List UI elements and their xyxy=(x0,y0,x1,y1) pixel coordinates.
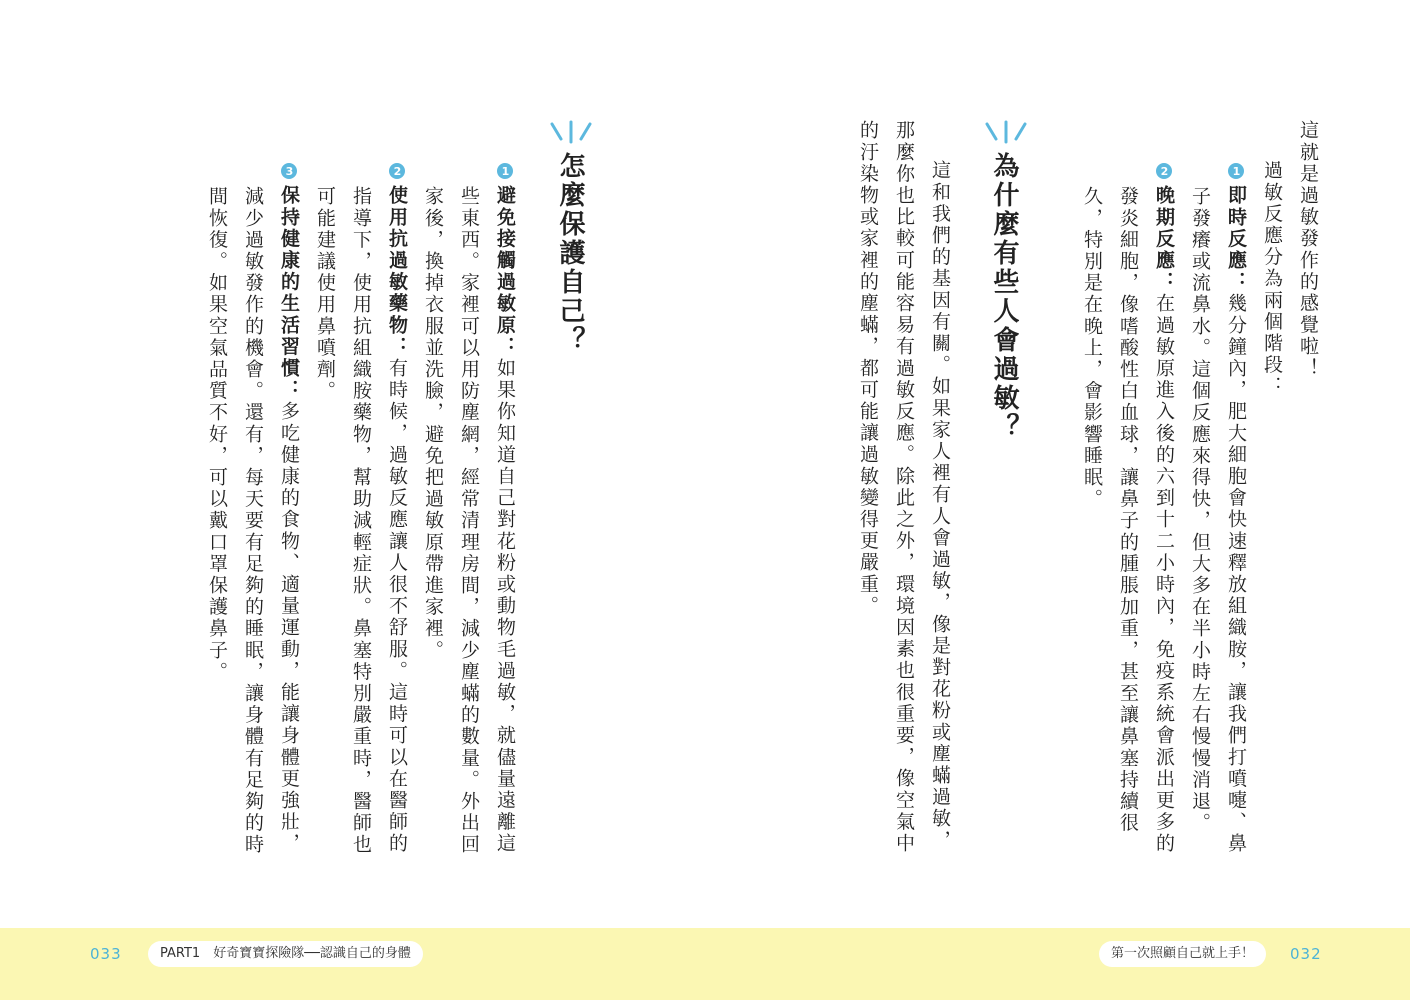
number-badge-3: 3 xyxy=(283,164,296,178)
section-heading-why-allergy: 為什麼有些人會過敏？ xyxy=(989,152,1019,442)
stage2-text-1: 在過敏原進入後的六到十二小時內，免疫系統會派出更多的 xyxy=(1153,293,1175,855)
tip2-line-2: 指導下，使用抗組織胺藥物，幫助減輕症狀。鼻塞特別嚴重時，醫師也 xyxy=(350,186,372,856)
number-badge-2: 2 xyxy=(391,164,404,178)
tip1-line-1 xyxy=(495,163,514,855)
tip2-line-1 xyxy=(387,163,406,855)
tip2-line-3: 可能建議使用鼻噴劑。 xyxy=(314,186,336,402)
section-heading-protect: 怎麼保護自己？ xyxy=(555,152,585,355)
stage2-line-1 xyxy=(1154,163,1173,855)
stage1-line-2: 子發癢或流鼻水。這個反應來得快，但大多在半小時左右慢慢消退。 xyxy=(1189,186,1211,834)
stage2-line-2: 發炎細胞，像嗜酸性白血球，讓鼻子的腫脹加重，甚至讓鼻塞持續很 xyxy=(1117,186,1139,834)
tip2-term: 使用抗過敏藥物： xyxy=(386,185,408,358)
chapter-label: PART1 好奇寶寶探險隊──認識自己的身體 xyxy=(148,941,423,967)
tip3-text-1: 多吃健康的食物、適量運動，能讓身體更強壯， xyxy=(278,401,300,855)
sparkle-icon xyxy=(984,120,1028,146)
why-para-line-2: 那麼你也比較可能容易有過敏反應。除此之外，環境因素也很重要，像空氣中 xyxy=(893,120,915,855)
tip1-text-1: 如果你知道自己對花粉或動物毛過敏，就儘量遠離這 xyxy=(494,357,516,855)
page-number-right: 032 xyxy=(1290,945,1322,963)
intro-line-2: 過敏反應分為兩個階段： xyxy=(1261,160,1283,398)
page-number-left: 033 xyxy=(90,945,122,963)
intro-line-1: 這就是過敏發作的感覺啦！ xyxy=(1297,120,1319,380)
number-badge-1: 1 xyxy=(499,164,512,178)
stage1-line-1 xyxy=(1226,163,1245,855)
tip3-term: 保持健康的生活習慣： xyxy=(278,185,300,401)
why-para-line-3: 的汙染物或家裡的塵蟎，都可能讓過敏變得更嚴重。 xyxy=(857,120,879,617)
number-badge-2: 2 xyxy=(1158,164,1171,178)
tip3-line-1 xyxy=(279,163,298,855)
tip1-line-2: 些東西。家裡可以用防塵網，經常清理房間，減少塵蟎的數量。外出回 xyxy=(458,186,480,856)
tip1-line-3: 家後，換掉衣服並洗臉，避免把過敏原帶進家裡。 xyxy=(422,186,444,662)
tip1-term: 避免接觸過敏原： xyxy=(494,185,516,358)
stage1-text-1: 幾分鐘內，肥大細胞會快速釋放組織胺，讓我們打噴嚏、鼻 xyxy=(1225,293,1247,855)
stage1-term: 即時反應： xyxy=(1225,185,1247,293)
stage2-line-3: 久，特別是在晚上，會影響睡眠。 xyxy=(1081,186,1103,510)
sparkle-icon xyxy=(549,120,593,146)
book-title-label: 第一次照顧自己就上手！ xyxy=(1099,941,1266,967)
why-para-line-1: 這和我們的基因有關。如果家人裡有人會過敏，像是對花粉或塵蟎過敏， xyxy=(929,160,951,852)
tip2-text-1: 有時候，過敏反應讓人很不舒服。這時可以在醫師的 xyxy=(386,357,408,855)
tip3-line-3: 間恢復。如果空氣品質不好，可以戴口罩保護鼻子。 xyxy=(206,186,228,683)
stage2-term: 晚期反應： xyxy=(1153,185,1175,293)
number-badge-1: 1 xyxy=(1230,164,1243,178)
tip3-line-2: 減少過敏發作的機會。還有，每天要有足夠的睡眠，讓身體有足夠的時 xyxy=(242,186,264,856)
